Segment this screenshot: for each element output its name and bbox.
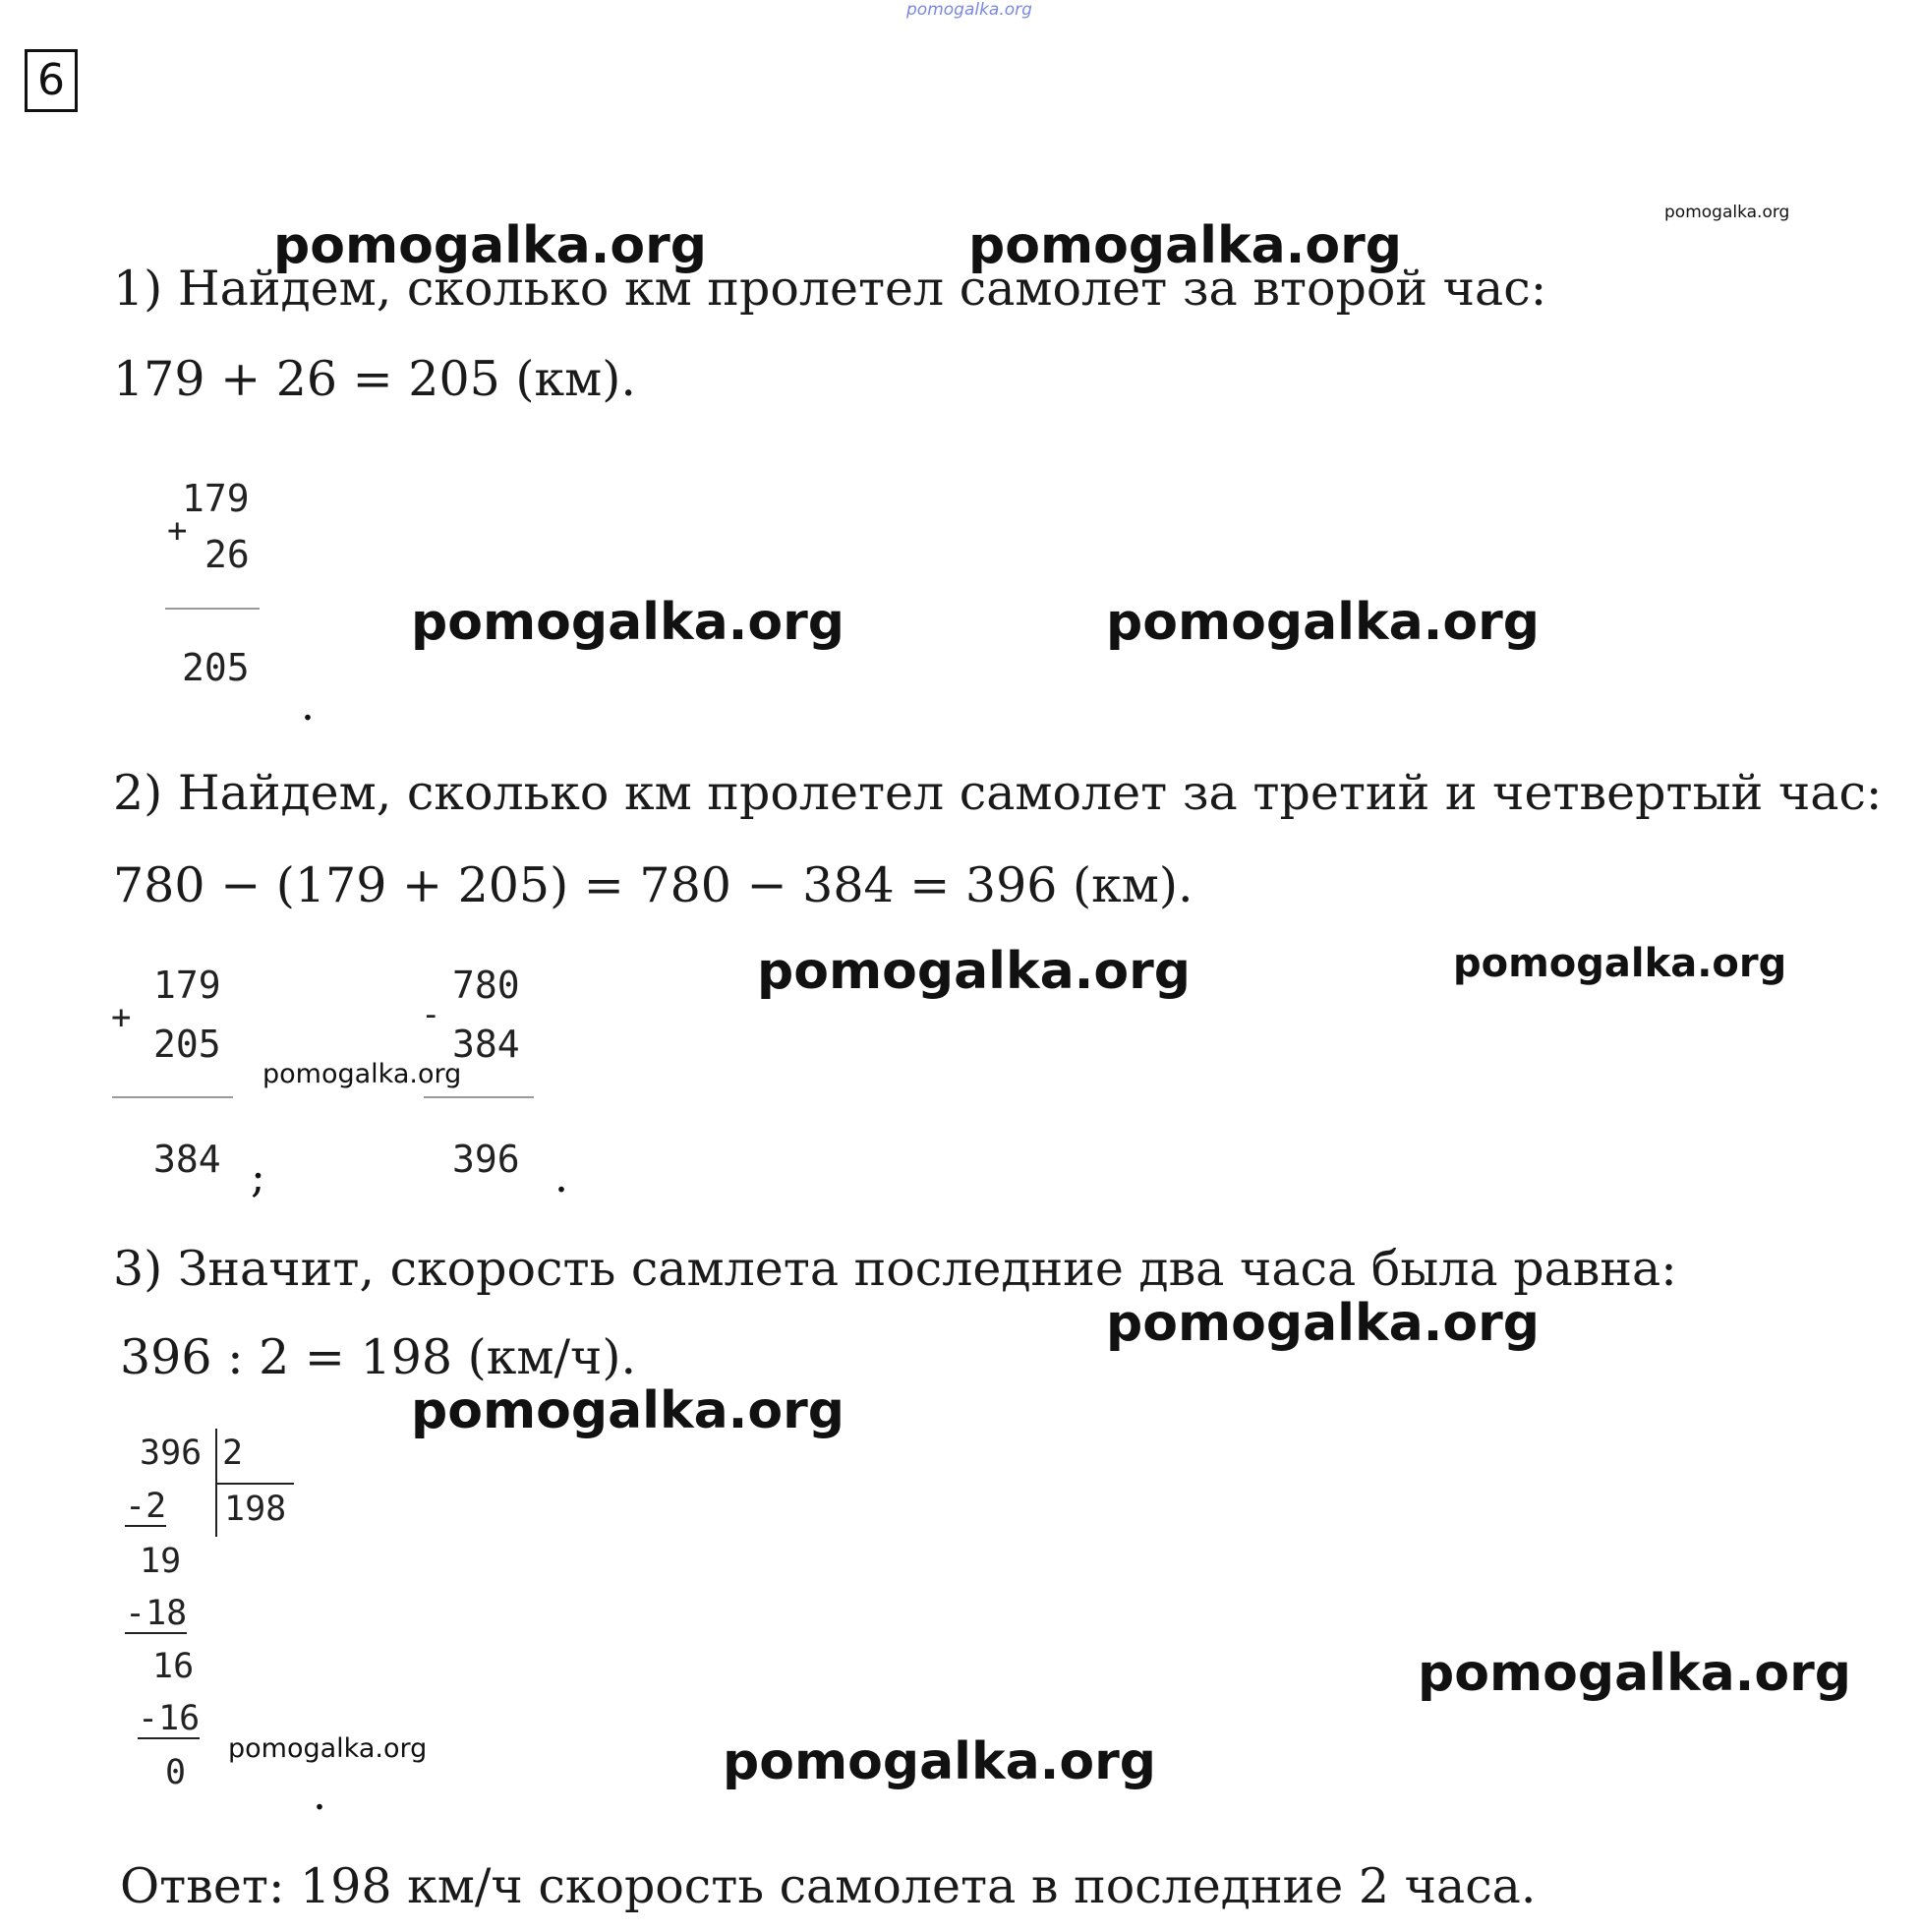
step1-col-top: 179 — [182, 477, 250, 520]
step2-add-result: 384 — [153, 1138, 221, 1181]
step2-add-sign: + — [111, 998, 132, 1037]
watermark-13: pomogalka.org — [723, 1732, 1157, 1791]
division-row-3: -18 — [125, 1594, 188, 1633]
step1-col-bottom: 26 — [204, 533, 250, 576]
division-divisor: 2 — [222, 1434, 244, 1473]
step2-sub-rule — [424, 1096, 534, 1098]
task-number-box: 6 — [25, 49, 78, 112]
watermark-1: pomogalka.org — [273, 216, 708, 275]
step2-sub-top: 780 — [452, 964, 520, 1007]
step2-formula: 780 − (179 + 205) = 780 − 384 = 396 (км). — [113, 857, 1193, 913]
step2-add-bottom: 205 — [153, 1023, 221, 1066]
step2-add-rule — [112, 1096, 233, 1098]
watermark-12: pomogalka.org — [228, 1733, 428, 1764]
step3-text: 3) Значит, скорость самлета последние два часа была равна: — [113, 1241, 1677, 1297]
watermark-11: pomogalka.org — [1418, 1644, 1852, 1703]
step1-text: 1) Найдем, сколько км пролетел самолет за второй час: — [113, 261, 1547, 317]
step2-sub-end: . — [554, 1152, 568, 1202]
watermark-9: pomogalka.org — [1106, 1294, 1541, 1353]
division-dividend: 396 — [140, 1434, 203, 1473]
watermark-2: pomogalka.org — [968, 216, 1403, 275]
division-quotient-bar — [215, 1483, 294, 1485]
division-row-5: -16 — [138, 1699, 201, 1738]
site-watermark-top: pomogalka.org — [906, 0, 1032, 20]
watermark-3: pomogalka.org — [1664, 203, 1790, 222]
step1-formula: 179 + 26 = 205 (км). — [113, 351, 636, 407]
step2-sub-bottom: 384 — [452, 1023, 520, 1066]
division-end: . — [313, 1770, 326, 1820]
step1-col-rule — [165, 608, 260, 610]
watermark-4: pomogalka.org — [411, 593, 845, 652]
step1-col-sign: + — [167, 511, 188, 551]
division-row-1: -2 — [125, 1487, 167, 1526]
watermark-10: pomogalka.org — [411, 1381, 845, 1440]
step2-add-end: ; — [251, 1152, 265, 1202]
step3-formula: 396 : 2 = 198 (км/ч). — [120, 1329, 637, 1385]
step2-sub-result: 396 — [452, 1138, 520, 1181]
division-row-2: 19 — [140, 1542, 182, 1581]
watermark-5: pomogalka.org — [1106, 593, 1541, 652]
watermark-8: pomogalka.org — [262, 1059, 462, 1089]
answer-line: Ответ: 198 км/ч скорость самолета в последние 2 часа. — [120, 1858, 1537, 1914]
watermark-7: pomogalka.org — [1453, 941, 1787, 986]
division-row-6: 0 — [165, 1753, 187, 1792]
step2-sub-sign: - — [421, 995, 441, 1034]
step2-add-top: 179 — [153, 964, 221, 1007]
watermark-6: pomogalka.org — [757, 942, 1192, 1001]
step2-text: 2) Найдем, сколько км пролетел самолет за третий и четвертый час: — [113, 765, 1883, 821]
step1-col-end: . — [301, 680, 315, 731]
step1-col-result: 205 — [182, 646, 250, 689]
division-quotient: 198 — [224, 1490, 287, 1529]
division-row-4: 16 — [152, 1647, 195, 1686]
